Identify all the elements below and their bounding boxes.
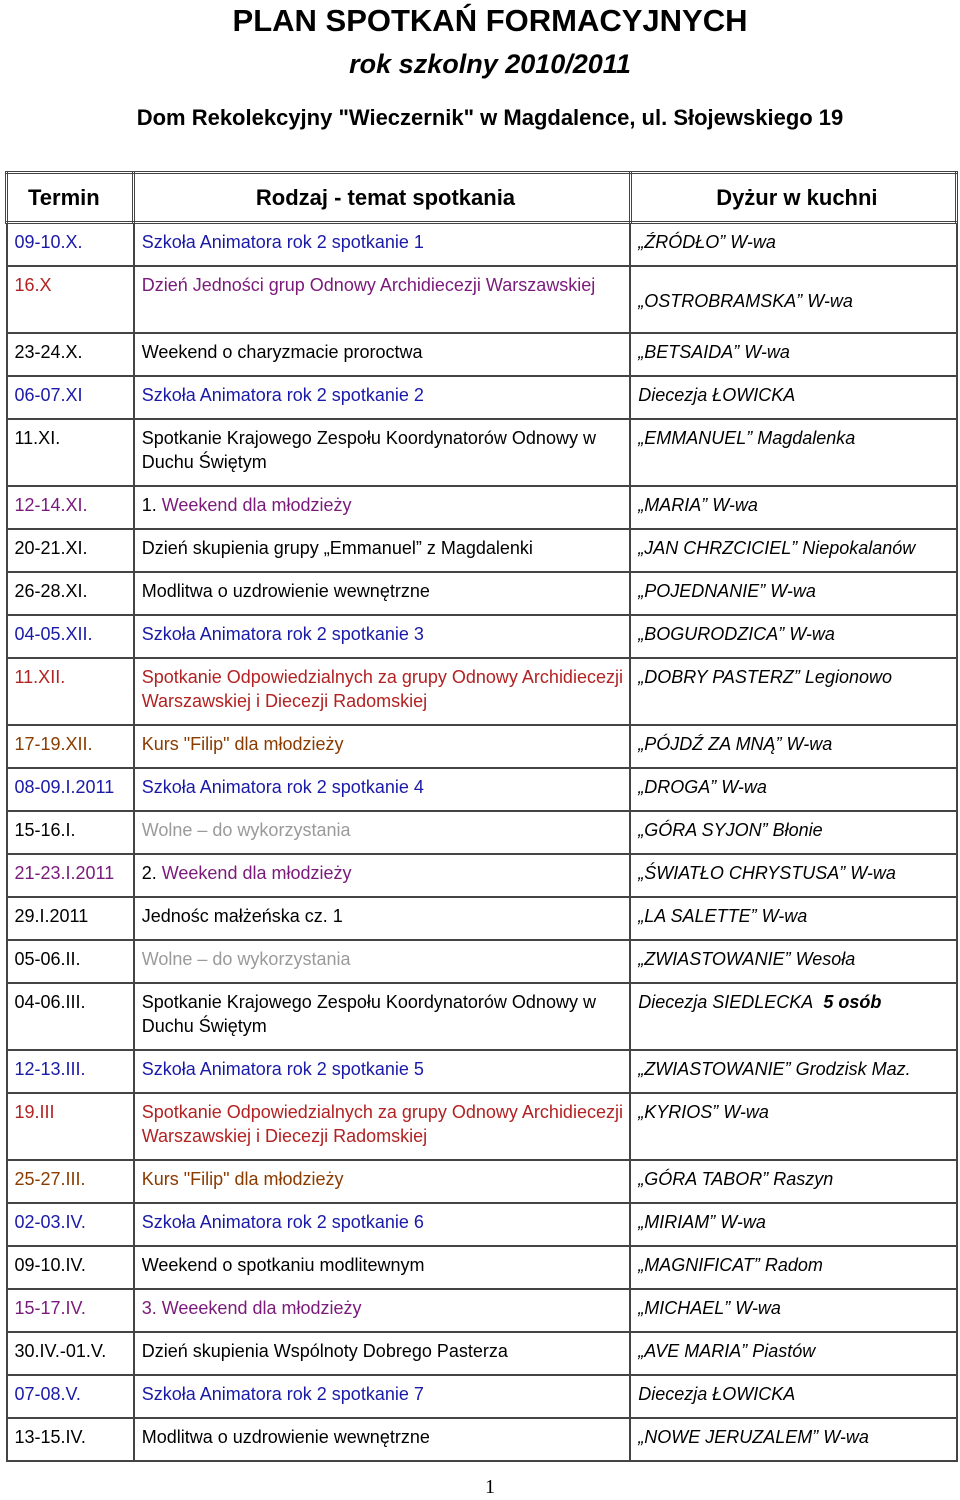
temat-cell: Spotkanie Krajowego Zespołu Koordynatorów Odnowy w Duchu Świętym [134,983,631,1050]
column-header-kuchnia: Dyżur w kuchni [630,173,956,223]
table-row [7,1203,957,1246]
kuchnia-cell: „GÓRA SYJON” Błonie [630,811,956,854]
table-row [7,725,957,768]
temat-text: Weekend dla młodzieży [161,495,352,515]
kuchnia-cell: „DOBRY PASTERZ” Legionowo [630,658,956,725]
temat-cell: Jednośc małżeńska cz. 1 [134,897,631,940]
kuchnia-extra: 5 osób [823,992,882,1012]
temat-cell: Spotkanie Odpowiedzialnych za grupy Odnowy Archidiecezji Warszawskiej i Diecezji Radomskiej [134,1093,631,1160]
temat-cell: Spotkanie Krajowego Zespołu Koordynatorów Odnowy w Duchu Świętym [134,419,631,486]
table-row [7,658,957,725]
temat-cell: Spotkanie Odpowiedzialnych za grupy Odnowy Archidiecezji Warszawskiej i Diecezji Radomskiej [134,658,631,725]
kuchnia-cell: „EMMANUEL” Magdalenka [630,419,956,486]
termin-cell: 09-10.X. [7,223,134,267]
kuchnia-cell [630,983,956,1050]
kuchnia-cell: „ŹRÓDŁO” W-wa [630,223,956,267]
temat-cell: Dzień skupienia grupy „Emmanuel” z Magdalenki [134,529,631,572]
kuchnia-cell: „MAGNIFICAT” Radom [630,1246,956,1289]
table-row [7,854,957,897]
termin-cell: 04-05.XII. [7,615,134,658]
table-row [7,376,957,419]
table-row [7,615,957,658]
table-row [7,811,957,854]
kuchnia-cell: „MIRIAM” W-wa [630,1203,956,1246]
kuchnia-cell: „OSTROBRAMSKA” W-wa [630,266,956,333]
temat-cell: Modlitwa o uzdrowienie wewnętrzne [134,572,631,615]
termin-cell: 12-14.XI. [7,486,134,529]
kuchnia-cell: Diecezja ŁOWICKA [630,1375,956,1418]
kuchnia-cell: „MARIA” W-wa [630,486,956,529]
temat-cell: Szkoła Animatora rok 2 spotkanie 4 [134,768,631,811]
termin-cell: 02-03.IV. [7,1203,134,1246]
termin-cell: 07-08.V. [7,1375,134,1418]
temat-cell: Wolne – do wykorzystania [134,940,631,983]
temat-cell: Wolne – do wykorzystania [134,811,631,854]
school-year: rok szkolny 2010/2011 [349,49,631,79]
temat-cell [134,1289,631,1332]
venue-line: Dom Rekolekcyjny "Wieczernik" w Magdalence, ul. Słojewskiego 19 [136,105,844,130]
table-row [7,1093,957,1160]
temat-cell: Szkoła Animatora rok 2 spotkanie 3 [134,615,631,658]
kuchnia-cell: „ŚWIATŁO CHRYSTUSA” W-wa [630,854,956,897]
temat-cell: Weekend o charyzmacie proroctwa [134,333,631,376]
schedule-table [5,171,958,1462]
termin-cell: 08-09.I.2011 [7,768,134,811]
kuchnia-cell: „AVE MARIA” Piastów [630,1332,956,1375]
table-row [7,1050,957,1093]
kuchnia-cell: „ZWIASTOWANIE” Wesoła [630,940,956,983]
temat-cell: Szkoła Animatora rok 2 spotkanie 1 [134,223,631,267]
table-row [7,1375,957,1418]
termin-cell: 12-13.III. [7,1050,134,1093]
termin-cell: 13-15.IV. [7,1418,134,1461]
page-number: 1 [485,1476,495,1498]
table-row [7,1418,957,1461]
table-row [7,1289,957,1332]
table-row [7,983,957,1050]
termin-cell: 06-07.XI [7,376,134,419]
termin-cell: 09-10.IV. [7,1246,134,1289]
termin-cell: 05-06.II. [7,940,134,983]
table-row [7,486,957,529]
temat-cell: Szkoła Animatora rok 2 spotkanie 2 [134,376,631,419]
table-row [7,1246,957,1289]
table-row [7,897,957,940]
termin-cell: 20-21.XI. [7,529,134,572]
termin-cell: 04-06.III. [7,983,134,1050]
temat-text: Weeekend dla młodzieży [161,1298,362,1318]
table-row [7,266,957,333]
table-row [7,419,957,486]
kuchnia-cell: „BOGURODZICA” W-wa [630,615,956,658]
table-row [7,1332,957,1375]
termin-cell: 15-17.IV. [7,1289,134,1332]
temat-cell: Szkoła Animatora rok 2 spotkanie 7 [134,1375,631,1418]
termin-cell: 15-16.I. [7,811,134,854]
termin-cell: 17-19.XII. [7,725,134,768]
termin-cell: 11.XII. [7,658,134,725]
kuchnia-cell: Diecezja ŁOWICKA [630,376,956,419]
temat-cell [134,854,631,897]
kuchnia-cell: „KYRIOS” W-wa [630,1093,956,1160]
termin-cell: 26-28.XI. [7,572,134,615]
kuchnia-cell: „POJEDNANIE” W-wa [630,572,956,615]
termin-cell: 29.I.2011 [7,897,134,940]
kuchnia-cell: „LA SALETTE” W-wa [630,897,956,940]
termin-cell: 23-24.X. [7,333,134,376]
kuchnia-cell: „NOWE JERUZALEM” W-wa [630,1418,956,1461]
weekend-number: 3. [141,1298,157,1318]
table-row [7,333,957,376]
temat-cell [134,486,631,529]
termin-cell: 16.X [7,266,134,333]
column-header-temat: Rodzaj - temat spotkania [134,173,631,223]
kuchnia-text: Diecezja SIEDLECKA [638,992,814,1012]
document-title: PLAN SPOTKAŃ FORMACYJNYCH [232,3,748,38]
termin-cell: 19.III [7,1093,134,1160]
temat-cell: Modlitwa o uzdrowienie wewnętrzne [134,1418,631,1461]
kuchnia-cell: „PÓJDŹ ZA MNĄ” W-wa [630,725,956,768]
weekend-number: 1. [141,495,157,515]
temat-cell: Weekend o spotkaniu modlitewnym [134,1246,631,1289]
temat-cell: Kurs "Filip" dla młodzieży [134,725,631,768]
table-row [7,1160,957,1203]
table-row [7,768,957,811]
temat-text: Weekend dla młodzieży [161,863,352,883]
column-header-termin: Termin [7,173,134,223]
table-row [7,940,957,983]
kuchnia-cell: „ZWIASTOWANIE” Grodzisk Maz. [630,1050,956,1093]
table-header-row [7,173,957,223]
kuchnia-cell: „DROGA” W-wa [630,768,956,811]
kuchnia-cell: „JAN CHRZCICIEL” Niepokalanów [630,529,956,572]
table-row [7,572,957,615]
temat-cell: Dzień Jedności grup Odnowy Archidiecezji Warszawskiej [134,266,631,333]
kuchnia-cell: „GÓRA TABOR” Raszyn [630,1160,956,1203]
table-row [7,529,957,572]
termin-cell: 21-23.I.2011 [7,854,134,897]
temat-cell: Szkoła Animatora rok 2 spotkanie 5 [134,1050,631,1093]
weekend-number: 2. [141,863,157,883]
table-row [7,223,957,267]
kuchnia-cell: „MICHAEL” W-wa [630,1289,956,1332]
temat-cell: Dzień skupienia Wspólnoty Dobrego Pasterza [134,1332,631,1375]
termin-cell: 25-27.III. [7,1160,134,1203]
termin-cell: 30.IV.-01.V. [7,1332,134,1375]
kuchnia-cell: „BETSAIDA” W-wa [630,333,956,376]
termin-cell: 11.XI. [7,419,134,486]
temat-cell: Szkoła Animatora rok 2 spotkanie 6 [134,1203,631,1246]
temat-cell: Kurs "Filip" dla młodzieży [134,1160,631,1203]
